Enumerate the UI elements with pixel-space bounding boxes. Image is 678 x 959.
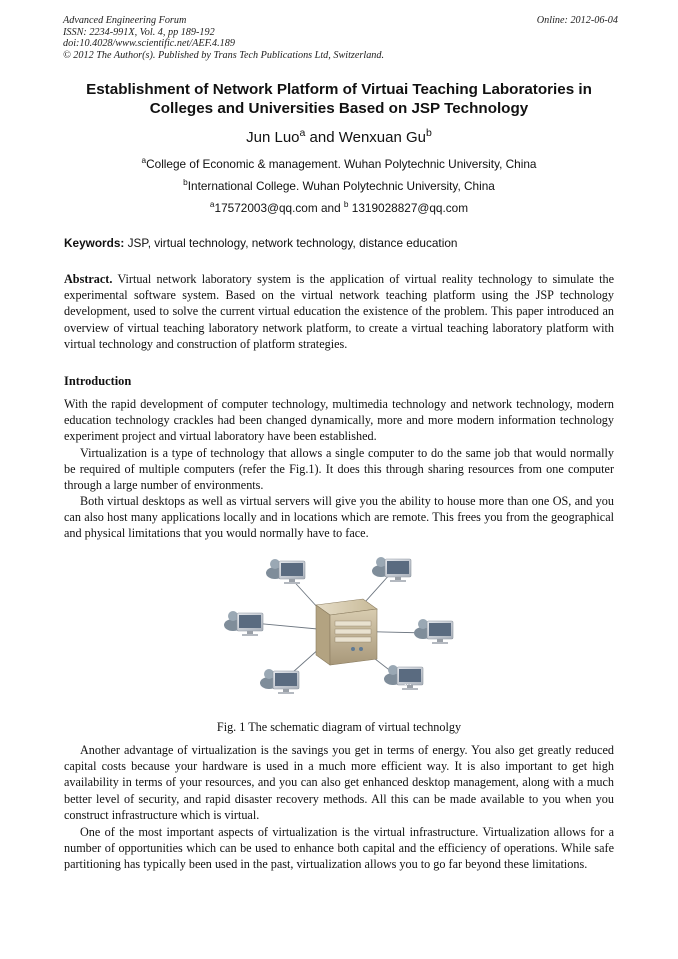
author-emails <box>0 201 678 215</box>
virtualization-diagram <box>213 553 465 711</box>
intro-paragraph-1: With the rapid development of computer technology, multimedia technology and network technology, modern education technology crackles had been changed dynamically, more and more modern information technology experiment project and virtual laboratory have been established. <box>64 397 614 444</box>
author-conjunction: and <box>305 129 339 146</box>
email-a: 17572003@qq.com and <box>214 201 344 215</box>
abstract-label: Abstract. <box>64 272 113 286</box>
author-2-affil-mark: b <box>426 127 432 139</box>
author-list <box>0 129 678 146</box>
journal-doi: doi:10.4028/www.scientific.net/AEF.4.189 <box>63 38 235 50</box>
server-icon <box>316 599 377 665</box>
affil-b-text: International College. Wuhan Polytechnic University, China <box>187 179 495 193</box>
body-paragraph-4: Another advantage of virtualization is the savings you get in terms of energy. You also get greatly reduced capital costs because your hardware is used in a much more efficient way. It is also important to get high availability in terms of your resources, and you can also get enhanced desktop management, along with a much better level of security, and rapid disaster recovery methods. All this can be made available to you when you construct infrastructure which is virtual. <box>64 743 614 822</box>
journal-header <box>63 15 618 61</box>
abstract-text: Virtual network laboratory system is the application of virtual reality technology to simulate the experimental software system. Based on the virtual network teaching platform using the JSP technology development, used to solve the current virtual education the existence of the problem. This paper introduced an overview of virtual teaching laboratory network platform, to create a virtual teaching laboratory platform with virtual technology and construction of platform strategies. <box>64 272 614 351</box>
title-line-2: Colleges and Universities Based on JSP Technology <box>149 100 529 117</box>
keywords-text: JSP, virtual technology, network technology, distance education <box>124 236 458 250</box>
client-computer-icon <box>224 611 263 636</box>
intro-paragraph-2: Virtualization is a type of technology that allows a single computer to do the same job that would normally be required of multiple computers (refer the Fig.1). It does this through sharing resources from one computer through a large number of environments. <box>64 446 614 493</box>
client-computer-icon <box>414 619 453 644</box>
intro-paragraph-3: Both virtual desktops as well as virtual servers will give you the ability to house more than one OS, and you can also host many applications locally and in locations which are remote. This frees you from the geographical and physical limitations that you would normally have to face. <box>64 494 614 541</box>
affil-a-mark: a <box>141 156 147 166</box>
online-date: Online: 2012-06-04 <box>536 15 618 26</box>
journal-issn: ISSN: 2234-991X, Vol. 4, pp 189-192 <box>63 26 215 38</box>
figure-caption: Fig. 1 The schematic diagram of virtual technolgy <box>216 720 462 734</box>
email-a-mark: a <box>209 200 215 210</box>
client-computer-icon <box>260 669 299 694</box>
client-computer-icon <box>372 557 411 582</box>
body-paragraph-5: One of the most important aspects of virtualization is the virtual infrastructure. Virtualization allows for a number of opportunities which can be used to enhance both capital and the efficiency of operations. While safe partitioning has typically been used in the past, virtualization allows you to go far beyond these limitations. <box>64 825 614 872</box>
title-line-1: Establishment of Network Platform of Virtuai Teaching Laboratories in <box>86 81 592 98</box>
email-b: 1319028827@qq.com <box>348 201 469 215</box>
journal-copyright: © 2012 The Author(s). Published by Trans Tech Publications Ltd, Switzerland. <box>63 49 385 61</box>
affiliation-b <box>0 179 678 193</box>
journal-name: Advanced Engineering Forum <box>63 15 187 26</box>
affil-a-text: College of Economic & management. Wuhan Polytechnic University, China <box>146 157 537 171</box>
keywords <box>64 236 624 250</box>
author-2: Wenxuan Gu <box>338 129 427 146</box>
more-clients-ellipsis: ... <box>404 677 412 687</box>
email-b-mark: b <box>343 200 349 210</box>
author-1-affil-mark: a <box>299 127 306 139</box>
affiliation-a <box>0 157 678 171</box>
paper-title <box>40 80 638 118</box>
client-computer-icon <box>266 559 305 584</box>
keywords-label: Keywords: <box>64 236 125 250</box>
author-1: Jun Luo <box>246 129 300 146</box>
section-heading-introduction: Introduction <box>64 374 132 388</box>
abstract <box>64 271 614 352</box>
affil-b-mark: b <box>183 178 188 188</box>
